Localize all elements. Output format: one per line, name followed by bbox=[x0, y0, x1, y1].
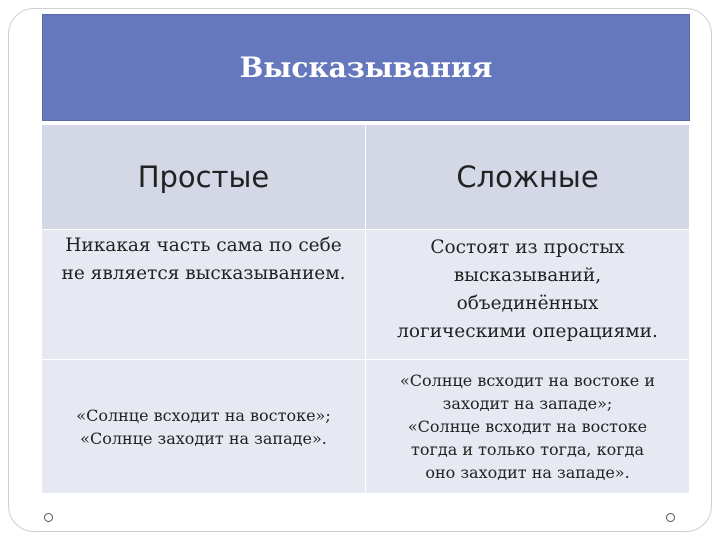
table-header bbox=[42, 14, 690, 121]
example-complex bbox=[366, 360, 690, 494]
definition-simple-text: Никакая часть сама по себе не является высказыванием. bbox=[61, 235, 346, 284]
table-header-text: Высказывания bbox=[239, 51, 493, 84]
definition-simple bbox=[42, 230, 366, 360]
column-title-complex-text: Сложные bbox=[456, 160, 599, 194]
column-title-simple bbox=[42, 125, 366, 230]
example-complex-text: «Солнце всходит на востоке и заходит на западе»; «Солнце всходит на востоке тогда и только тогда, когда оно заходит на западе». bbox=[399, 371, 655, 482]
bullet-dot-left bbox=[44, 513, 53, 522]
column-title-complex bbox=[366, 125, 690, 230]
example-simple bbox=[42, 360, 366, 494]
definition-complex bbox=[366, 230, 690, 360]
bullet-dot-right bbox=[666, 513, 675, 522]
column-title-simple-text: Простые bbox=[137, 160, 270, 194]
example-simple-text: «Солнце всходит на востоке»; «Солнце заходит на западе». bbox=[76, 405, 331, 448]
definition-complex-text: Состоят из простых высказываний, объединённых логическими операциями. bbox=[397, 237, 658, 342]
